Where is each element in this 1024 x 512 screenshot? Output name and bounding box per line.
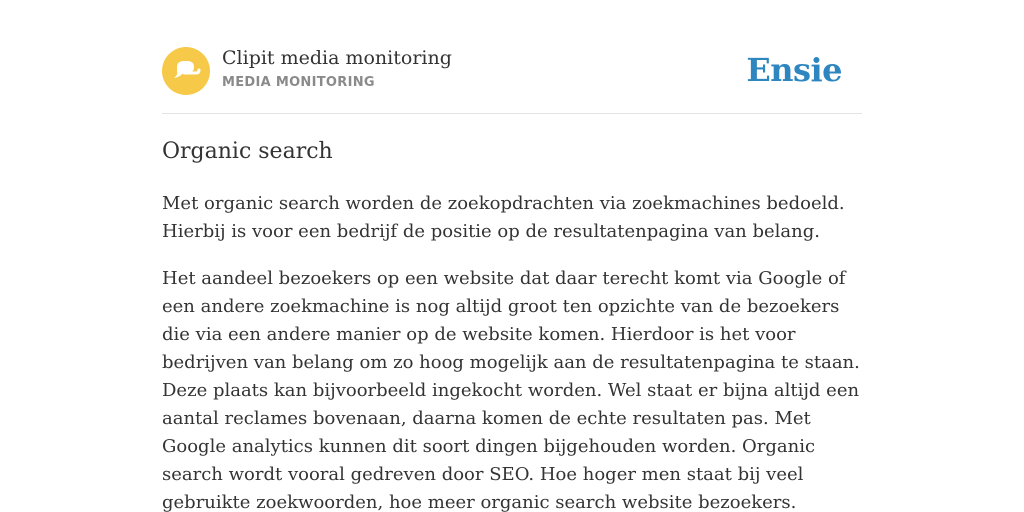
article-paragraph-1: Met organic search worden de zoekopdrachten via zoekmachines bedoeld. Hierbij is voor een bedrijf de positie op de resultatenpagina van belang. [162,193,845,242]
ensie-logo[interactable]: Ensie [746,51,842,89]
speech-bubble-icon [162,47,210,95]
author-avatar[interactable] [162,47,210,95]
article-paragraph-2: Het aandeel bezoekers op een website dat daar terecht komt via Google of een andere zoekmachine is nog altijd groot ten opzichte van de bezoekers die via een andere manier op de website komen. Hierdoor is het voor bedrijven van belang om zo hoog mogelijk aan de resultatenpagina te staan. Deze plaats kan bijvoorbeeld ingekocht worden. Wel staat er bijna altijd een aantal reclames bovenaan, daarna komen de echte resultaten pas. Met Google analytics kunnen dit soort dingen bijgehouden worden. Organic search wordt vooral gedreven door SEO. Hoe hoger men staat bij veel gebruikte zoekwoorden, hoe meer organic search website bezoekers. [162,268,860,512]
content-container [162,0,862,512]
header [162,0,862,114]
author-name[interactable]: Clipit media monitoring [222,47,452,69]
author-subtitle: MEDIA MONITORING [222,75,375,90]
page-title: Organic search [162,139,333,164]
